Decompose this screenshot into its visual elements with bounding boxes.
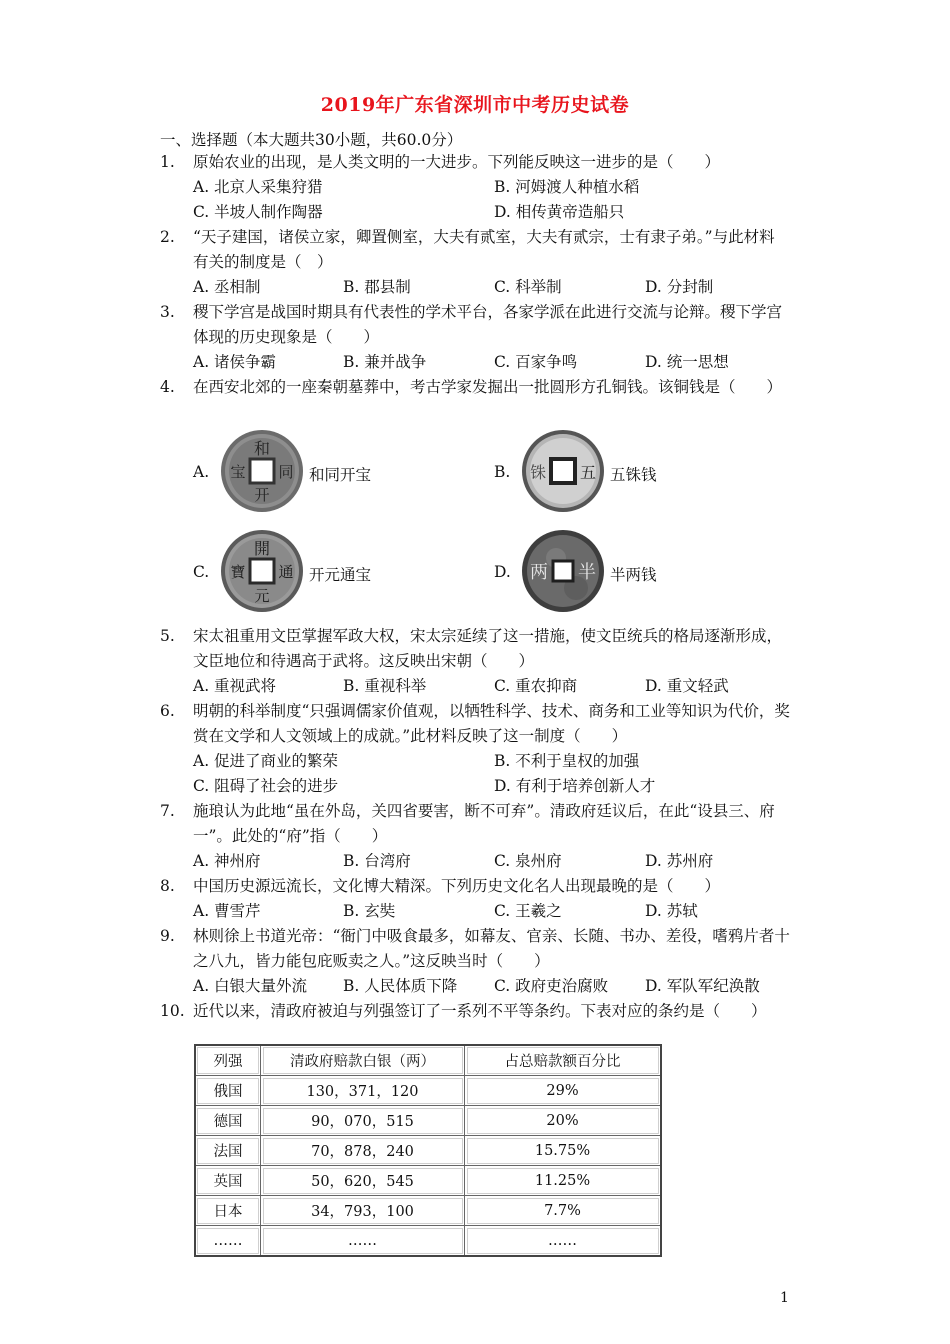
table-row: [195, 1076, 661, 1106]
option-b[interactable]: B. 河姆渡人种植水稻: [494, 178, 640, 196]
question-7: [160, 799, 790, 874]
option-b[interactable]: B. 兼并战争: [343, 353, 427, 371]
option-a[interactable]: A. 神州府: [193, 852, 261, 870]
table-cell: 130，371，120: [261, 1076, 465, 1106]
option-a[interactable]: A. 促进了商业的繁荣: [193, 752, 339, 770]
option-a[interactable]: A. 白银大量外流: [193, 977, 308, 995]
question-number: 10.: [160, 1002, 185, 1020]
table-cell: 90，070，515: [261, 1106, 465, 1136]
option-c[interactable]: C. 泉州府: [494, 852, 562, 870]
coin-options-row-2: [193, 528, 793, 618]
option-d[interactable]: D. 苏州府: [645, 852, 714, 870]
question-stem: 近代以来，清政府被迫与列强签订了一系列不平等条约。下表对应的条约是（ ）: [193, 1002, 767, 1020]
question-2: [160, 225, 790, 300]
option-a[interactable]: A. 北京人采集狩猎: [193, 178, 323, 196]
wuzhu-coin-image: [520, 428, 606, 514]
coin-char: 通: [278, 563, 294, 581]
coin-char: 和: [253, 439, 271, 458]
option-letter: A.: [193, 463, 210, 481]
option-a[interactable]: A. 曹雪芹: [193, 902, 261, 920]
hetong-kaibao-coin-image: [219, 428, 305, 514]
question-stem: 施琅认为此地“虽在外岛，关四省要害，断不可弃”。清政府廷议后，在此“设县三、府一”。此处的“府”指（ ）: [193, 802, 775, 845]
question-1: [160, 150, 790, 225]
option-c[interactable]: C. 阻碍了社会的进步: [193, 777, 339, 795]
option-letter: C.: [193, 563, 210, 581]
question-stem: “天子建国，诸侯立家，卿置侧室，大夫有贰室，大夫有贰宗，士有隶子弟。”与此材料有关的制度是（ ）: [193, 228, 775, 271]
option-b[interactable]: B. 郡县制: [343, 278, 411, 296]
table-row: [195, 1196, 661, 1226]
table-cell: 法国: [195, 1136, 261, 1166]
question-stem: 在西安北郊的一座秦朝墓葬中，考古学家发掘出一批圆形方孔铜钱。该铜钱是（ ）: [193, 378, 783, 396]
coin-char: 寶: [230, 563, 246, 581]
question-stem: 宋太祖重用文臣掌握军政大权，宋太宗延续了这一措施，使文臣统兵的格局逐渐形成，文臣地位和待遇高于武将。这反映出宋朝（ ）: [193, 627, 783, 670]
option-d[interactable]: D. 有利于培养创新人才: [494, 777, 656, 795]
coin-char: 元: [254, 587, 270, 605]
question-number: 4.: [160, 378, 175, 396]
option-d[interactable]: D. 相传黄帝造船只: [494, 203, 625, 221]
question-5: [160, 624, 790, 699]
question-number: 6.: [160, 702, 175, 720]
coin-char: 開: [253, 539, 271, 558]
option-d[interactable]: D. 分封制: [645, 278, 714, 296]
banliang-coin-image: [520, 528, 606, 614]
question-9: [160, 924, 790, 999]
coin-char: 两: [530, 562, 548, 583]
option-b[interactable]: B. 不利于皇权的加强: [494, 752, 640, 770]
option-label: 开元通宝: [309, 566, 372, 584]
coin-char: 半: [578, 562, 596, 583]
table-cell: ……: [261, 1226, 465, 1257]
option-c[interactable]: C. 百家争鸣: [494, 353, 578, 371]
option-c[interactable]: C. 半坡人制作陶器: [193, 203, 323, 221]
table-row: [195, 1136, 661, 1166]
table-cell: 20%: [465, 1106, 662, 1136]
option-c[interactable]: C. 王羲之: [494, 902, 562, 920]
column-header: 清政府赔款白银（两）: [261, 1045, 465, 1076]
table-cell: 7.7%: [465, 1196, 662, 1226]
question-4: [160, 375, 790, 400]
coin-char: 铢: [529, 463, 547, 482]
option-letter: D.: [494, 563, 511, 581]
column-header: 列强: [195, 1045, 261, 1076]
question-stem: 原始农业的出现，是人类文明的一大进步。下列能反映这一进步的是（ ）: [193, 153, 721, 171]
option-c[interactable]: C. 科举制: [494, 278, 562, 296]
table-cell: 11.25%: [465, 1166, 662, 1196]
table-header-row: [195, 1045, 661, 1076]
option-b[interactable]: B. 台湾府: [343, 852, 411, 870]
question-3: [160, 300, 790, 375]
question-number: 5.: [160, 627, 175, 645]
option-label: 五铢钱: [610, 466, 657, 484]
option-c[interactable]: C. 重农抑商: [494, 677, 578, 695]
table-cell: 俄国: [195, 1076, 261, 1106]
table-cell: 50，620，545: [261, 1166, 465, 1196]
table-cell: 日本: [195, 1196, 261, 1226]
question-10: [160, 999, 790, 1024]
table-cell: ……: [195, 1226, 261, 1257]
page-number: 1: [780, 1290, 789, 1306]
question-stem: 稷下学宫是战国时期具有代表性的学术平台，各家学派在此进行交流与论辩。稷下学宫体现的历史现象是（ ）: [193, 303, 783, 346]
option-a[interactable]: A. 重视武将: [193, 677, 277, 695]
coin-options-row-1: [193, 428, 793, 518]
option-letter: B.: [494, 463, 511, 481]
coin-char: 五: [579, 463, 597, 482]
option-d[interactable]: D. 统一思想: [645, 353, 729, 371]
table-row: [195, 1106, 661, 1136]
option-b[interactable]: B. 人民体质下降: [343, 977, 458, 995]
option-label: 和同开宝: [309, 466, 372, 484]
table-cell: 英国: [195, 1166, 261, 1196]
table-cell: 29%: [465, 1076, 662, 1106]
option-label: 半两钱: [610, 566, 657, 584]
question-number: 1.: [160, 153, 175, 171]
table-cell: 德国: [195, 1106, 261, 1136]
coin-char: 宝: [230, 463, 246, 481]
question-6: [160, 699, 790, 799]
option-a[interactable]: A. 丞相制: [193, 278, 261, 296]
question-stem: 明朝的科举制度“只强调儒家价值观，以牺牲科学、技术、商务和工业等知识为代价，奖赏在文学和人文领域上的成就。”此材料反映了这一制度（ ）: [193, 702, 790, 745]
table-cell: 34，793，100: [261, 1196, 465, 1226]
option-c[interactable]: C. 政府吏治腐败: [494, 977, 609, 995]
question-number: 9.: [160, 927, 175, 945]
table-cell: 70，878，240: [261, 1136, 465, 1166]
question-number: 7.: [160, 802, 175, 820]
table-row: [195, 1226, 661, 1257]
question-stem: 林则徐上书道光帝：“衙门中吸食最多，如幕友、官亲、长随、书办、差役，嗜鸦片者十之八九，皆力能包庇贩卖之人。”这反映当时（ ）: [193, 927, 790, 970]
table-row: [195, 1166, 661, 1196]
page-title: 2019年广东省深圳市中考历史试卷: [320, 94, 630, 116]
option-d[interactable]: D. 重文轻武: [645, 677, 729, 695]
table-cell: ……: [465, 1226, 662, 1257]
section-heading: 一、选择题（本大题共30小题，共60.0分）: [160, 131, 463, 149]
coin-char: 同: [278, 463, 294, 481]
option-b[interactable]: B. 玄奘: [343, 902, 396, 920]
question-8: [160, 874, 790, 924]
question-number: 3.: [160, 303, 175, 321]
indemnity-table: [194, 1044, 662, 1257]
kaiyuan-tongbao-coin-image: [219, 528, 305, 614]
option-d[interactable]: D. 苏轼: [645, 902, 698, 920]
option-d[interactable]: D. 军队军纪涣散: [645, 977, 760, 995]
table-cell: 15.75%: [465, 1136, 662, 1166]
option-b[interactable]: B. 重视科举: [343, 677, 427, 695]
question-stem: 中国历史源远流长，文化博大精深。下列历史文化名人出现最晚的是（ ）: [193, 877, 721, 895]
question-number: 8.: [160, 877, 175, 895]
coin-char: 开: [254, 486, 270, 504]
column-header: 占总赔款额百分比: [465, 1045, 662, 1076]
option-a[interactable]: A. 诸侯争霸: [193, 353, 277, 371]
question-number: 2.: [160, 228, 175, 246]
